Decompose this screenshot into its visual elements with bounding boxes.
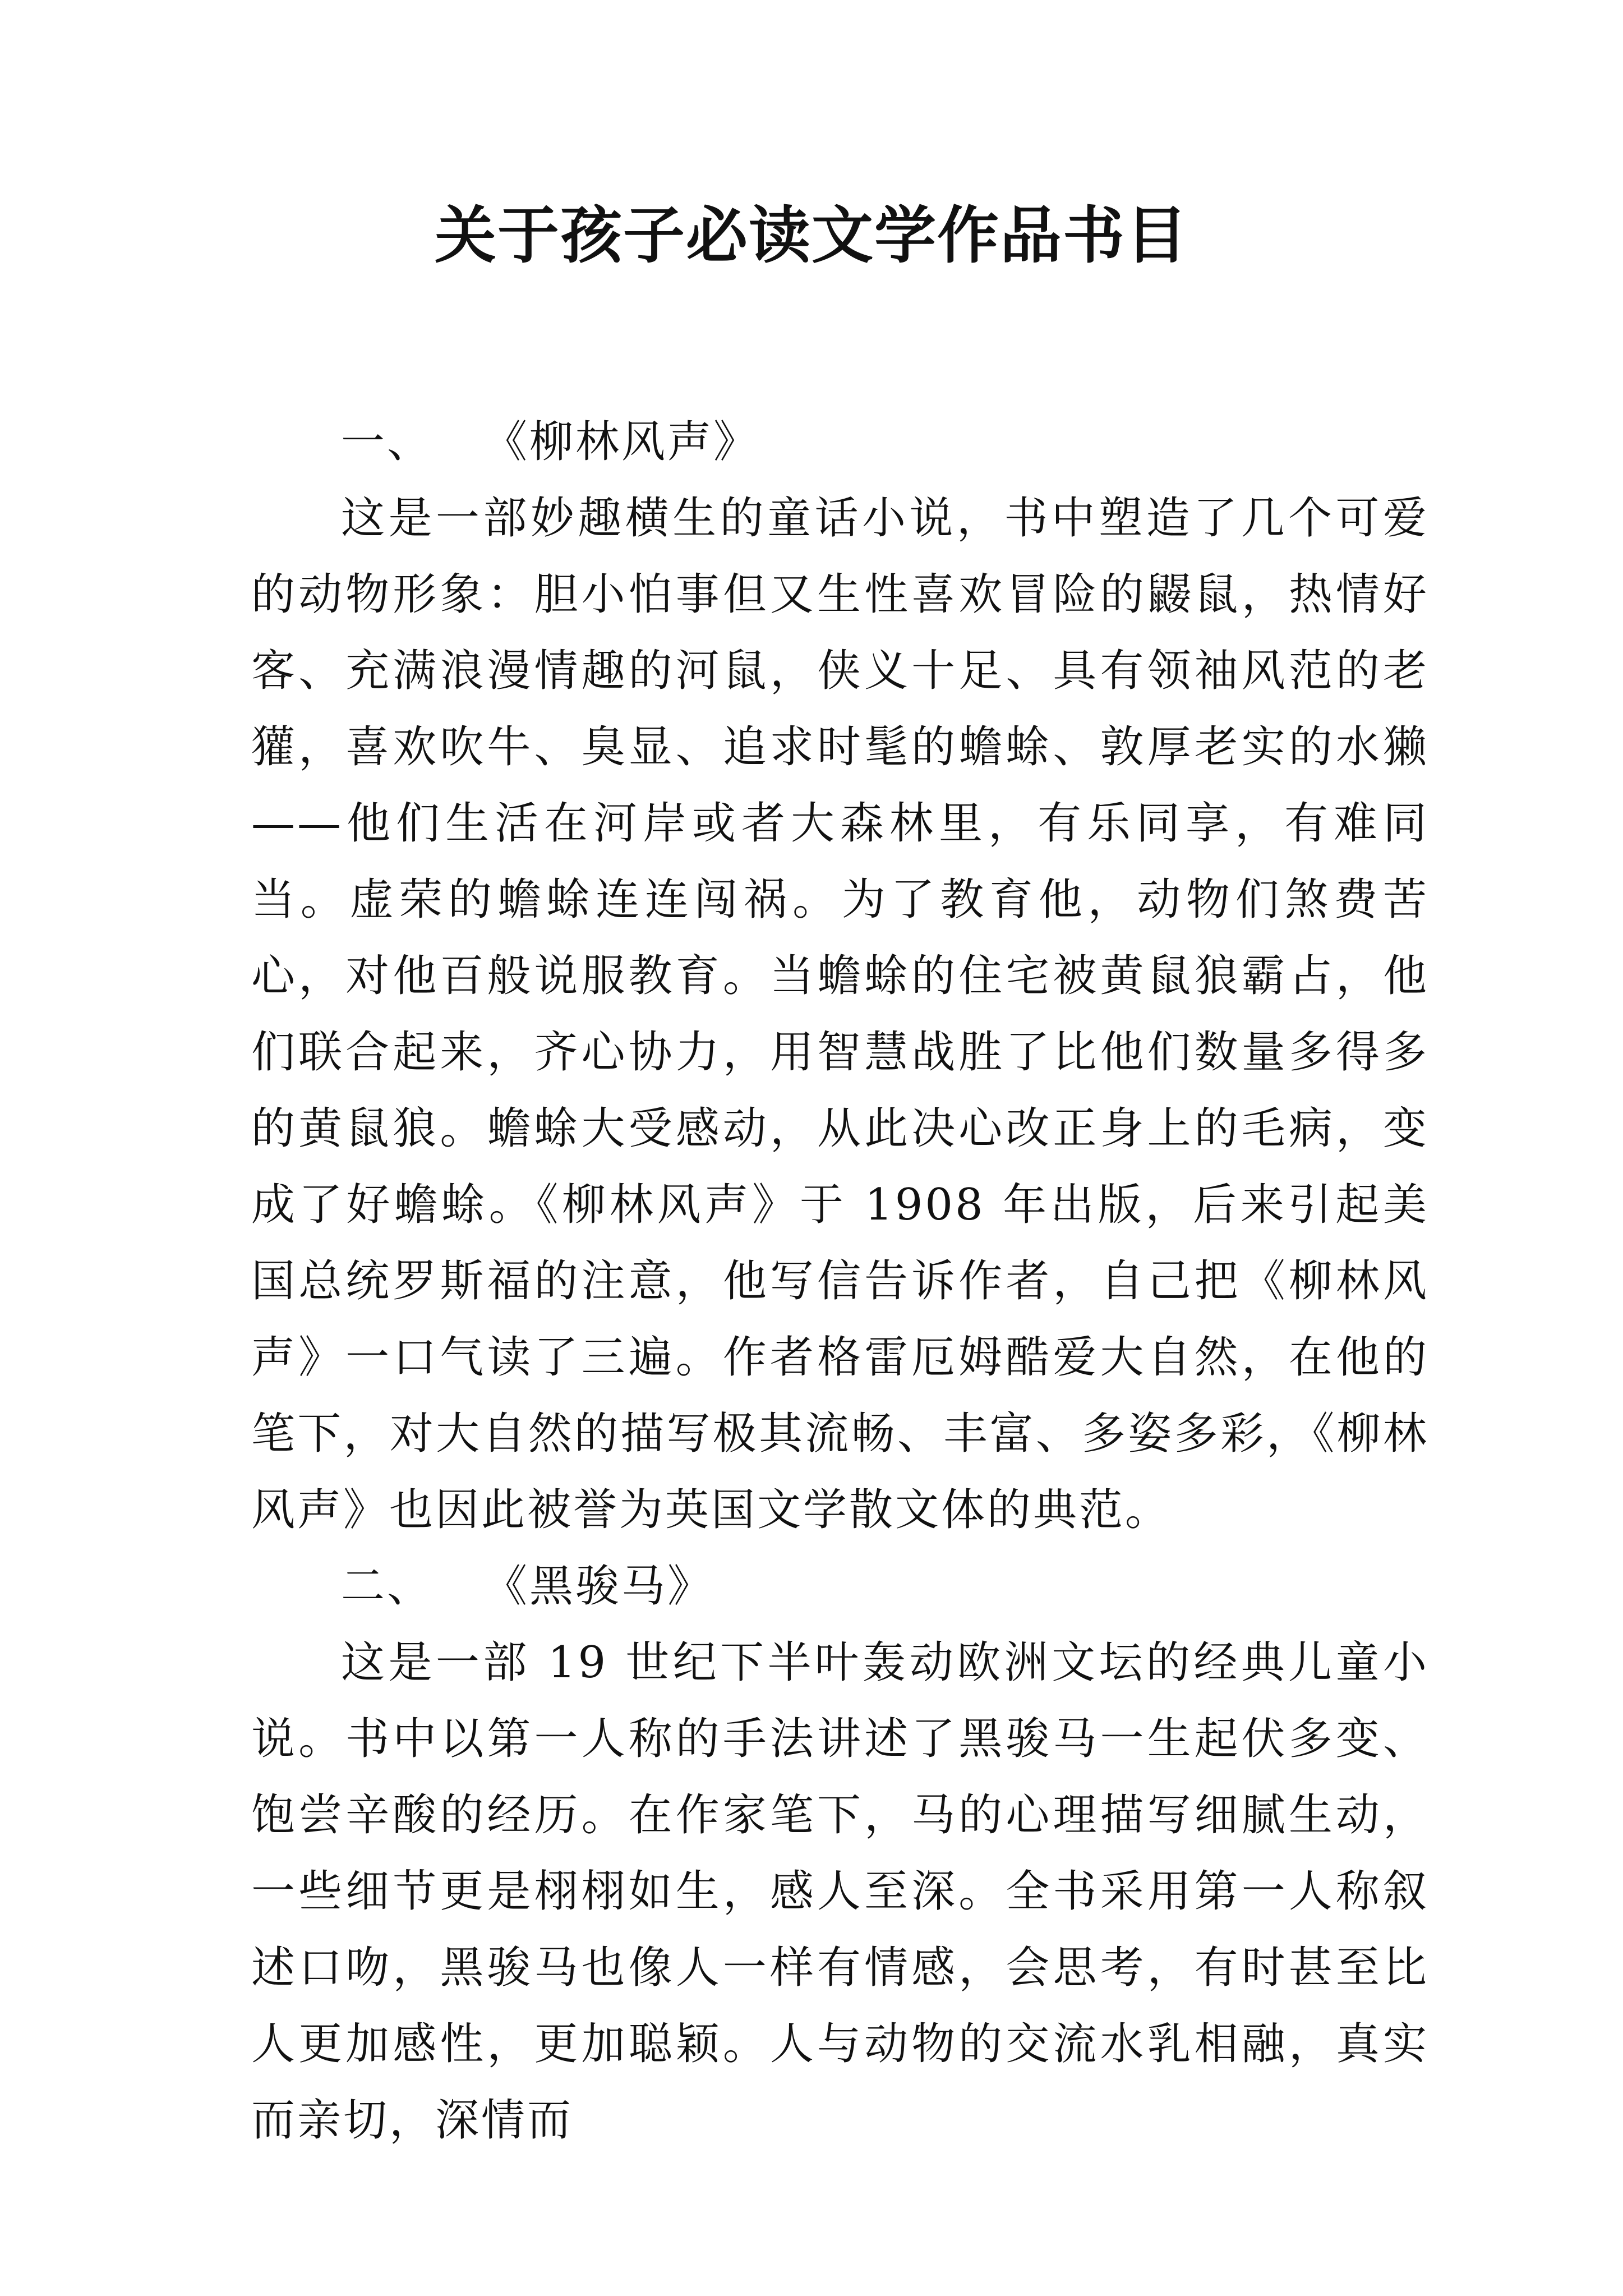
section-number: 一、 <box>341 417 434 467</box>
section-heading <box>251 404 1429 480</box>
section-heading <box>251 1548 1429 1625</box>
section-black-beauty <box>251 1548 1429 2159</box>
document-title: 关于孩子必读文学作品书目 <box>435 199 1188 272</box>
book-title: 《柳林风声》 <box>483 417 760 467</box>
section-willows <box>251 404 1429 1548</box>
book-title: 《黑骏马》 <box>483 1561 714 1612</box>
document-body <box>251 404 1429 2159</box>
section-paragraph: 这是一部 19 世纪下半叶轰动欧洲文坛的经典儿童小说。书中以第一人称的手法讲述了黑骏马一生起伏多变、饱尝辛酸的经历。在作家笔下，马的心理描写细腻生动，一些细节更是栩栩如生，感人至深。全书采用第一人称叙述口吻，黑骏马也像人一样有情感，会思考，有时甚至比人更加感性，更加聪颖。人与动物的交流水乳相融，真实而亲切，深情而 <box>251 1637 1429 2146</box>
section-number: 二、 <box>341 1561 434 1612</box>
section-paragraph: 这是一部妙趣横生的童话小说，书中塑造了几个可爱的动物形象：胆小怕事但又生性喜欢冒险的鼹鼠，热情好客、充满浪漫情趣的河鼠，侠义十足、具有领袖风范的老獾，喜欢吹牛、臭显、追求时髦的蟾蜍、敦厚老实的水獭——他们生活在河岸或者大森林里，有乐同享，有难同当。虚荣的蟾蜍连连闯祸。为了教育他，动物们煞费苦心，对他百般说服教育。当蟾蜍的住宅被黄鼠狼霸占，他们联合起来，齐心协力，用智慧战胜了比他们数量多得多的黄鼠狼。蟾蜍大受感动，从此决心改正身上的毛病，变成了好蟾蜍。《柳林风声》于 1908 年出版，后来引起美国总统罗斯福的注意，他写信告诉作者，自己把《柳林风声》一口气读了三遍。作者格雷厄姆酷爱大自然，在他的笔下，对大自然的描写极其流畅、丰富、多姿多彩，《柳林风声》也因此被誉为英国文学散文体的典范。 <box>251 493 1429 1535</box>
